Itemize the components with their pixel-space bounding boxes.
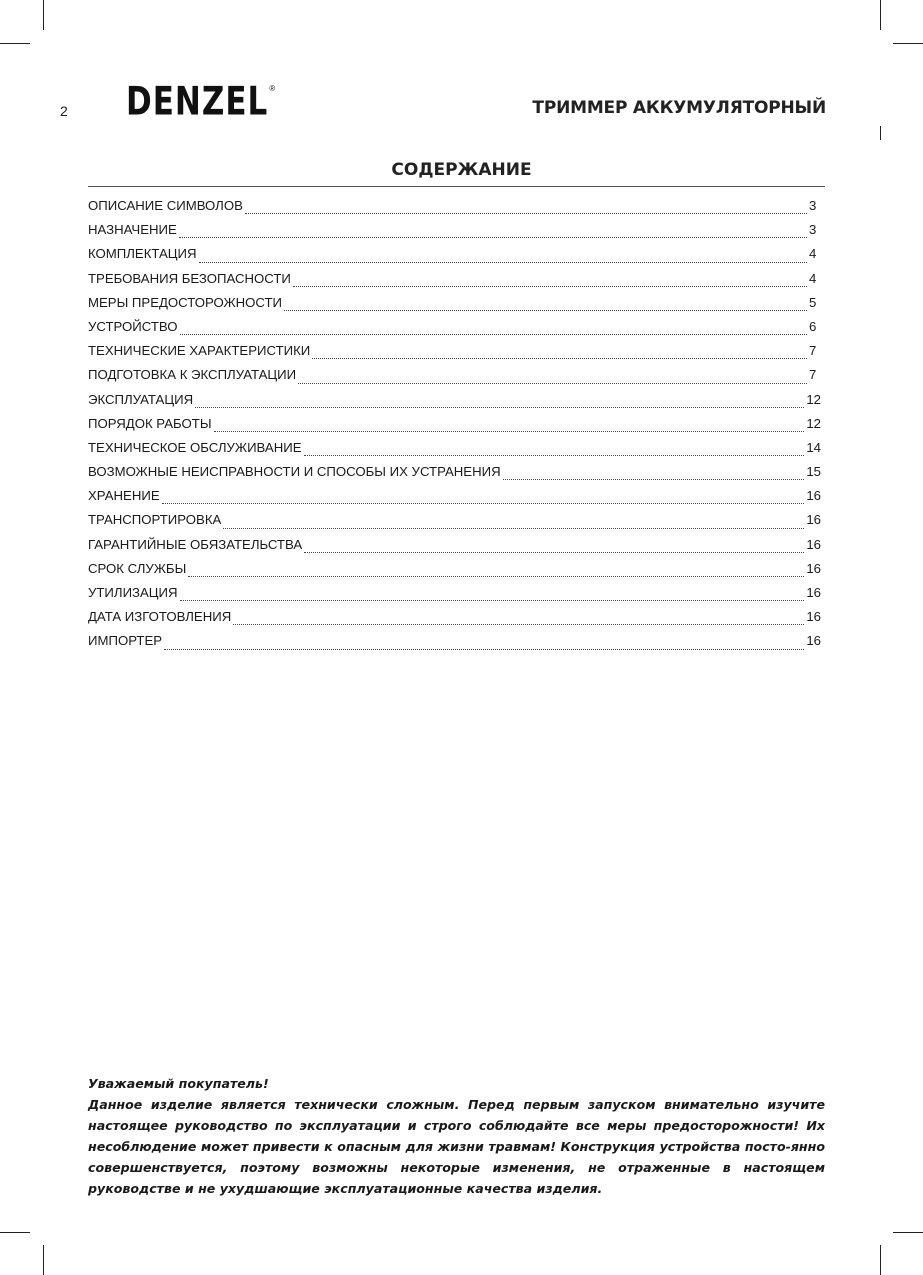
table-of-contents [88,198,821,658]
dot-leader [199,262,807,263]
toc-entry-page: 16 [806,536,821,552]
toc-entry-page: 12 [806,391,821,407]
toc-entry-page: 5 [809,294,817,310]
toc-entry-label: НАЗНАЧЕНИЕ [88,222,177,238]
notice-greeting: Уважаемый покупатель! [88,1076,269,1091]
toc-entry-label: МЕРЫ ПРЕДОСТОРОЖНОСТИ [88,294,283,310]
toc-entry[interactable] [88,198,821,222]
dot-leader [245,213,807,214]
dot-leader [503,479,805,480]
toc-entry[interactable] [88,319,821,343]
toc-entry-page: 16 [806,512,821,528]
toc-entry[interactable] [88,561,821,585]
toc-entry-page: 16 [806,633,821,649]
toc-entry[interactable] [88,585,821,609]
crop-mark [880,126,881,140]
dot-leader [195,407,804,408]
toc-entry-label: ТЕХНИЧЕСКОЕ ОБСЛУЖИВАНИЕ [88,439,302,455]
toc-entry-label: ПОДГОТОВКА К ЭКСПЛУАТАЦИИ [88,367,297,383]
dot-leader [304,552,804,553]
toc-entry[interactable] [88,537,821,561]
dot-leader [223,528,804,529]
toc-entry-page: 14 [806,439,821,455]
dot-leader [284,310,807,311]
toc-entry-label: ВОЗМОЖНЫЕ НЕИСПРАВНОСТИ И СПОСОБЫ ИХ УСТРАНЕНИЯ [88,464,501,480]
toc-entry-page: 16 [806,585,821,600]
document-title: ТРИММЕР АККУМУЛЯТОРНЫЙ [532,98,826,118]
toc-entry-page: 16 [806,560,821,576]
toc-entry-page: 16 [806,488,821,504]
dot-leader [293,286,807,287]
dot-leader [162,503,805,504]
toc-entry[interactable] [88,609,821,633]
dot-leader [164,649,804,650]
toc-entry[interactable] [88,440,821,464]
toc-entry-page: 16 [806,609,821,625]
toc-entry-label: ТРАНСПОРТИРОВКА [88,512,222,528]
dot-leader [180,600,805,601]
brand-logo [120,78,276,124]
crop-mark [880,0,881,30]
dot-leader [179,237,807,238]
toc-entry[interactable] [88,343,821,367]
toc-entry-page: 3 [809,222,817,238]
crop-mark [43,0,44,30]
toc-entry[interactable] [88,295,821,319]
dot-leader [180,334,807,335]
toc-entry-label: ИМПОРТЕР [88,633,163,649]
toc-entry[interactable] [88,222,821,246]
crop-mark [893,1232,923,1233]
page-number: 2 [60,103,68,119]
toc-divider [88,186,825,187]
crop-mark [43,1245,44,1275]
dot-leader [188,576,804,577]
toc-entry-label: ПОРЯДОК РАБОТЫ [88,415,212,431]
toc-entry-label: ОПИСАНИЕ СИМВОЛОВ [88,198,243,213]
dot-leader [214,431,805,432]
toc-entry-label: КОМПЛЕКТАЦИЯ [88,246,197,262]
toc-entry-label: ХРАНЕНИЕ [88,488,160,504]
toc-entry[interactable] [88,488,821,512]
toc-entry-label: ДАТА ИЗГОТОВЛЕНИЯ [88,609,232,625]
dot-leader [233,624,804,625]
crop-mark [0,1232,30,1233]
toc-entry-page: 12 [806,415,821,431]
toc-entry[interactable] [88,416,821,440]
toc-entry-label: УТИЛИЗАЦИЯ [88,585,178,600]
toc-entry-label: УСТРОЙСТВО [88,318,178,334]
toc-entry[interactable] [88,392,821,416]
customer-notice [88,1073,825,1199]
toc-entry-label: ГАРАНТИЙНЫЕ ОБЯЗАТЕЛЬСТВА [88,536,303,552]
toc-entry-page: 15 [806,464,821,480]
brand-name: DENZEL [126,78,269,124]
toc-heading: СОДЕРЖАНИЕ [391,160,532,180]
toc-entry[interactable] [88,271,821,295]
toc-entry[interactable] [88,633,821,657]
toc-entry[interactable] [88,246,821,270]
crop-mark [880,1245,881,1275]
registered-mark: ® [269,83,276,93]
toc-entry-label: ТРЕБОВАНИЯ БЕЗОПАСНОСТИ [88,270,291,286]
dot-leader [312,358,807,359]
toc-entry-page: 6 [809,318,817,334]
toc-entry[interactable] [88,512,821,536]
toc-entry-label: ЭКСПЛУАТАЦИЯ [88,391,194,407]
notice-body: Данное изделие является технически сложным. Перед первым запуском внимательно изучите настоящее руководство по эксплуатации и строго соблюдайте все меры предосторожности! Их несоблюдение может привести к опасным для жизни травмам! Конструкция устройства посто-янно совершенствуется, поэтому возможны некоторые изменения, не отраженные в настоящем руководстве и не ухудшающие эксплуатационные качества изделия. [88,1097,825,1196]
toc-entry[interactable] [88,367,821,391]
crop-mark [893,43,923,44]
crop-mark [0,43,30,44]
toc-entry-label: ТЕХНИЧЕСКИЕ ХАРАКТЕРИСТИКИ [88,343,311,359]
toc-entry[interactable] [88,464,821,488]
toc-entry-page: 7 [809,343,817,359]
toc-entry-page: 4 [809,270,817,286]
toc-entry-page: 7 [809,367,817,383]
toc-entry-label: СРОК СЛУЖБЫ [88,560,187,576]
dot-leader [304,455,805,456]
toc-entry-page: 3 [809,198,817,213]
toc-entry-page: 4 [809,246,817,262]
dot-leader [298,383,807,384]
